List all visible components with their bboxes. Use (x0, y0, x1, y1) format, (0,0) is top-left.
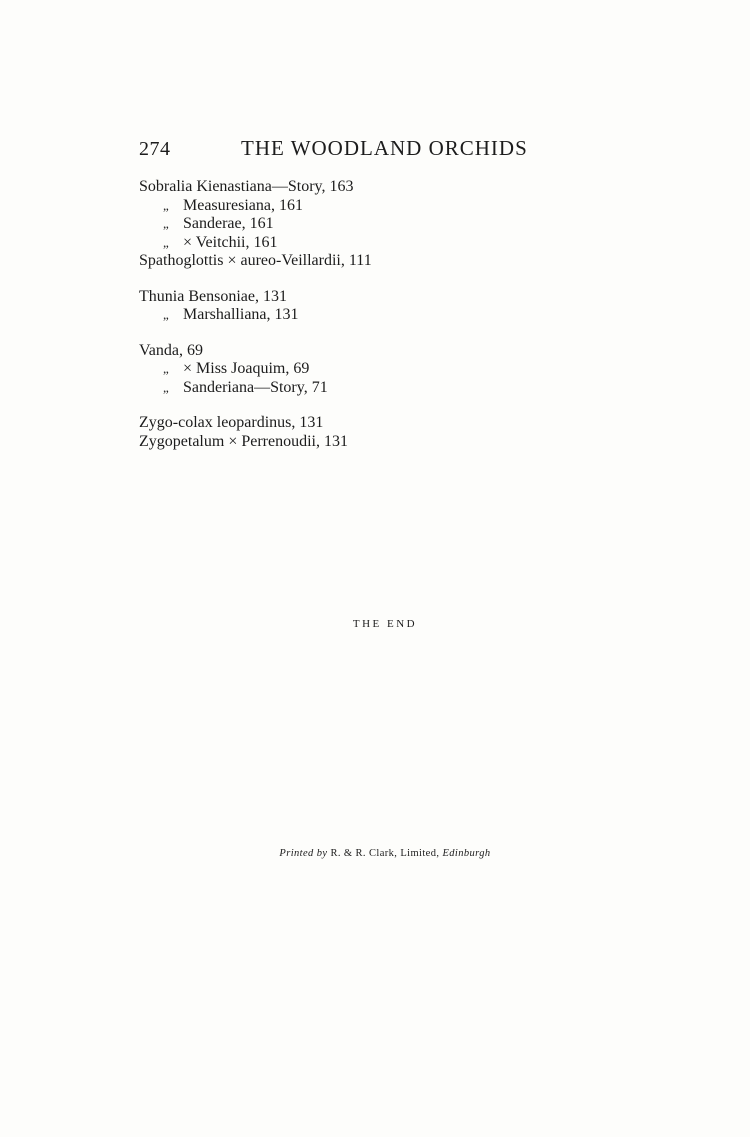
index-entry-text: Marshalliana, 131 (183, 306, 299, 323)
ditto-mark: „ (163, 361, 169, 376)
index-entry-text: Spathoglottis × aureo-Veillardii, 111 (139, 252, 372, 269)
printer-imprint (0, 848, 750, 859)
index-entry (139, 197, 559, 216)
index-entry-text: Sanderae, 161 (183, 215, 274, 232)
index-entry-text: Thunia Bensoniae, 131 (139, 287, 287, 305)
index-entry (139, 252, 559, 271)
index-entry-text: Vanda, 69 (139, 341, 203, 359)
index-entry-text: Measuresiana, 161 (183, 196, 303, 214)
imprint-printed-by: Printed by (279, 848, 328, 859)
end-mark: THE END (352, 618, 418, 630)
index-entry (139, 414, 559, 433)
ditto-mark: „ (163, 216, 169, 231)
index-entry (139, 234, 559, 253)
index-list (139, 178, 559, 468)
index-entry-text: Sobralia Kienastiana—Story, 163 (139, 178, 354, 195)
page-number: 274 (139, 138, 171, 160)
index-entry-text: × Miss Joaquim, 69 (183, 360, 310, 377)
ditto-mark: „ (163, 234, 169, 250)
index-entry-text: Zygo-colax leopardinus, 131 (139, 414, 324, 431)
index-group (139, 288, 559, 325)
ditto-mark: „ (163, 379, 169, 395)
ditto-mark: „ (163, 197, 169, 213)
index-entry-text: Sanderiana—Story, 71 (183, 378, 328, 396)
index-entry (139, 433, 559, 452)
index-group (139, 178, 559, 271)
index-entry (139, 215, 559, 234)
imprint-place: Edinburgh (442, 848, 491, 859)
index-entry (139, 379, 559, 398)
running-title: THE WOODLAND ORCHIDS (241, 136, 528, 160)
index-entry-text: × Veitchii, 161 (183, 233, 278, 251)
index-entry (139, 178, 559, 197)
index-group (139, 414, 559, 451)
index-group (139, 342, 559, 398)
page-header (139, 136, 534, 164)
index-entry (139, 342, 559, 361)
index-entry (139, 288, 559, 307)
index-entry-text: Zygopetalum × Perrenoudii, 131 (139, 432, 348, 450)
index-entry (139, 360, 559, 379)
index-entry (139, 306, 559, 325)
imprint-printer: R. & R. Clark, Limited, (330, 848, 440, 859)
ditto-mark: „ (163, 307, 169, 322)
